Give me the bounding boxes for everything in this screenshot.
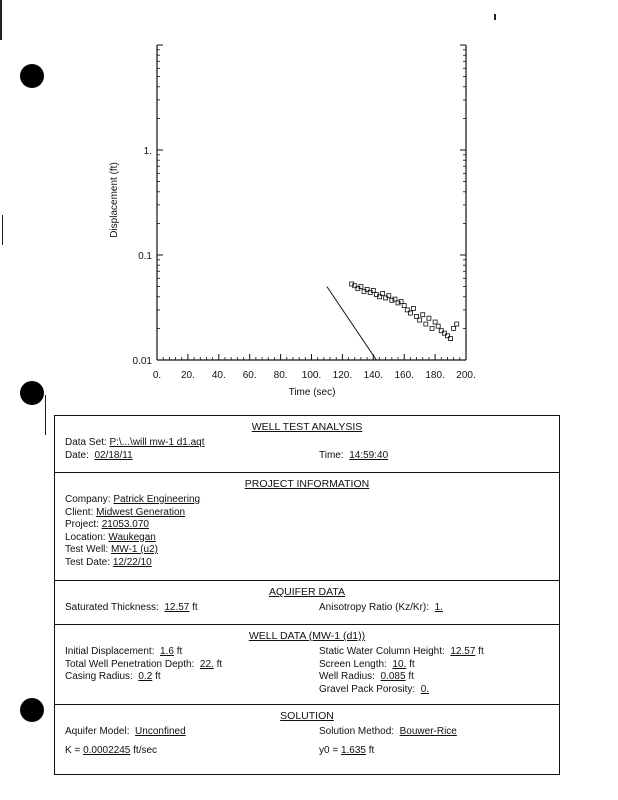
static-water-column-value: 12.57 [450, 646, 476, 657]
y0-label: y0 [319, 744, 330, 756]
well-radius-unit: ft [408, 671, 414, 682]
saturated-thickness-value: 12.57 [164, 602, 190, 613]
well-radius-value: 0.085 [380, 671, 406, 682]
x-axis-label: Time (sec) [288, 387, 336, 398]
data-point [452, 326, 456, 330]
location-value: Waukegan [108, 531, 156, 543]
header-section [55, 416, 559, 473]
x-tick-label: 80. [273, 370, 288, 381]
project-information-section [55, 473, 559, 581]
date-value: 02/18/11 [94, 449, 133, 461]
data-point [436, 324, 440, 328]
casing-radius-label: Casing Radius: [65, 671, 133, 682]
screen-length-unit: ft [409, 658, 415, 670]
penetration-depth-value: 22. [199, 658, 214, 670]
x-tick-label: 200. [456, 370, 476, 381]
saturated-thickness-label: Saturated Thickness: [65, 602, 159, 613]
time-value: 14:59:40 [349, 449, 389, 461]
fitted-line [327, 287, 376, 360]
client-value: Midwest Generation [96, 506, 186, 518]
k-value: 0.0002245 [83, 744, 131, 756]
aquifer-data-section [55, 581, 559, 625]
data-point [455, 322, 459, 326]
date-label: Date: [65, 449, 89, 461]
anisotropy-ratio-label: Anisotropy Ratio (Kz/Kr): [319, 602, 430, 613]
x-tick-label: 160. [394, 370, 414, 381]
y0-unit: ft [368, 744, 375, 756]
well-radius-label: Well Radius: [319, 671, 375, 682]
well-data-section [55, 625, 559, 705]
initial-displacement-unit: ft [176, 646, 183, 657]
company-label: Company: [65, 494, 111, 505]
data-point [430, 326, 434, 330]
data-point [427, 316, 431, 320]
solution-title: SOLUTION [280, 710, 334, 722]
x-tick-label: 0. [152, 370, 162, 381]
static-water-column-label: Static Water Column Height: [319, 646, 445, 657]
x-tick-label: 120. [332, 370, 353, 381]
data-point [424, 322, 428, 326]
client-label: Client: [65, 506, 94, 518]
initial-displacement-value: 1.6 [160, 646, 174, 657]
screen-length-value: 10. [392, 658, 407, 670]
data-set-label: Data Set: [65, 437, 107, 448]
x-tick-label: 40. [211, 370, 226, 381]
test-well-value: MW-1 (u2) [110, 544, 158, 555]
test-well-label: Test Well: [65, 544, 109, 555]
project-information-title: PROJECT INFORMATION [244, 478, 370, 490]
well-test-report [54, 415, 560, 775]
data-set-value: P:\...\will mw-1 d1.aqt [109, 437, 205, 448]
data-point [421, 313, 425, 317]
y-tick-label: 1. [143, 146, 152, 157]
x-tick-label: 140. [363, 370, 384, 381]
test-date-label: Test Date: [65, 556, 111, 568]
screen-length-label: Screen Length: [319, 658, 387, 670]
static-water-column-unit: ft [478, 646, 484, 657]
x-tick-label: 100. [301, 370, 322, 381]
casing-radius-unit: ft [155, 671, 161, 682]
gravel-pack-porosity-value: 0. [420, 683, 430, 695]
project-value: 21053.070 [101, 519, 149, 530]
gravel-pack-porosity-label: Gravel Pack Porosity: [319, 683, 416, 695]
project-label: Project: [65, 519, 99, 530]
penetration-depth-label: Total Well Penetration Depth: [65, 658, 195, 670]
anisotropy-ratio-value: 1. [434, 602, 443, 613]
saturated-thickness-unit: ft [192, 602, 198, 613]
data-point [402, 304, 406, 308]
k-label: K [65, 744, 72, 756]
data-point [433, 320, 437, 324]
solution-section: SOLUTION Aquifer Model: Unconfined Solution Method: Bouwer-Rice K = 0.0002245 ft/sec y0 = 1.635 ft [55, 705, 559, 773]
y0-value: 1.635 [340, 744, 366, 756]
binder-hole-bottom [20, 698, 44, 722]
data-point [411, 306, 415, 310]
x-tick-label: 20. [180, 370, 195, 381]
x-tick-label: 180. [425, 370, 445, 381]
aquifer-data-title: AQUIFER DATA [268, 586, 346, 598]
location-label: Location: [65, 531, 106, 543]
initial-displacement-label: Initial Displacement: [65, 646, 155, 657]
y-tick-label: 0.1 [138, 251, 152, 262]
y-tick-label: 0.01 [132, 356, 152, 367]
solution-method-value: Bouwer-Rice [399, 726, 457, 737]
casing-radius-value: 0.2 [138, 671, 153, 682]
penetration-depth-unit: ft [216, 658, 223, 670]
x-tick-label: 60. [242, 370, 257, 381]
solution-method-label: Solution Method: [319, 726, 395, 737]
well-data-title: WELL DATA (MW-1 (d1)) [248, 630, 366, 642]
aquifer-model-label: Aquifer Model: [65, 726, 130, 737]
aquifer-model-value: Unconfined [135, 726, 186, 737]
report-title: WELL TEST ANALYSIS [251, 421, 363, 433]
k-unit: ft/sec [133, 744, 158, 756]
time-label: Time: [319, 449, 344, 461]
company-value: Patrick Engineering [113, 494, 201, 505]
test-date-value: 12/22/10 [112, 556, 152, 568]
y-axis-label: Displacement (ft) [109, 162, 120, 238]
